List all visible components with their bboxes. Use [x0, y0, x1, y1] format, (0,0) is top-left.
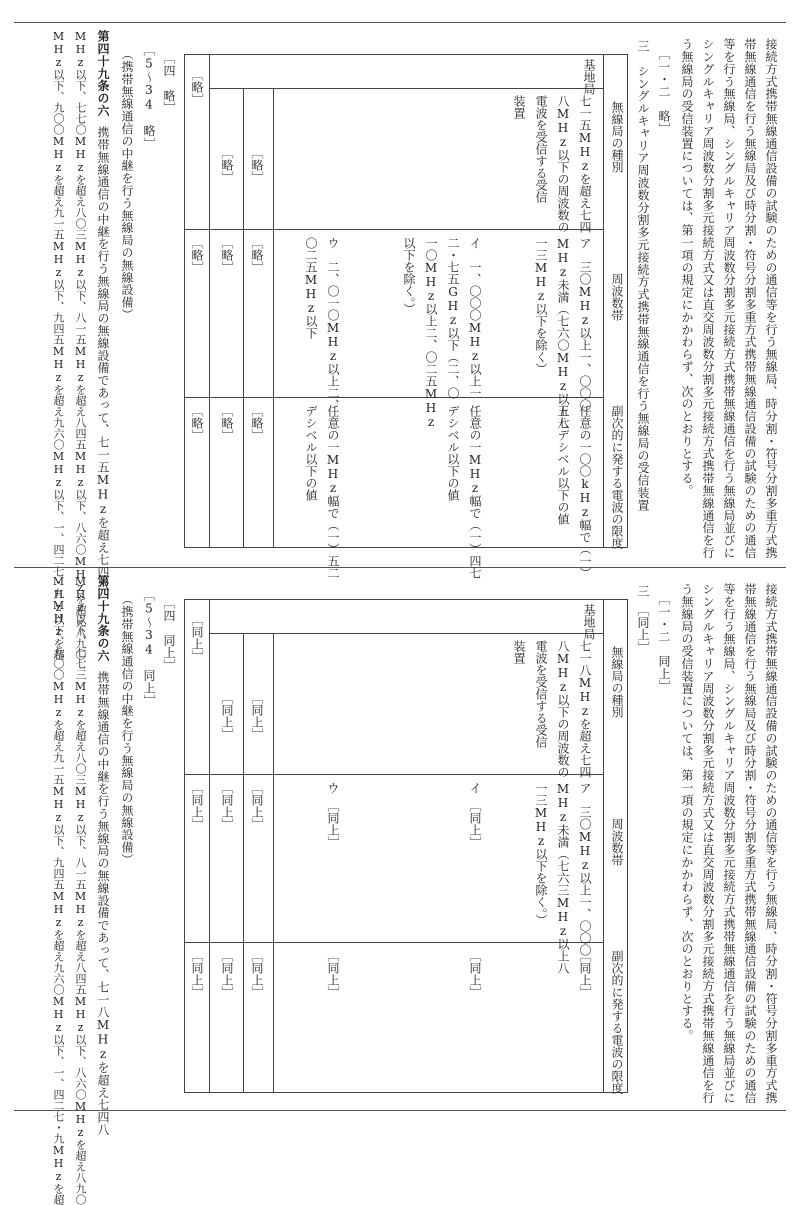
top-caption: （携帯無線通信の中継を行う無線局の無線設備） — [120, 48, 134, 321]
bottom-same-freq-2: ［同上］ — [220, 782, 234, 830]
top-omit-freq-1: ［略］ — [250, 237, 264, 273]
top-article-line-3: MHz以下、九〇〇MHzを超え九一五MHz以下、九四五MHzを超え九六〇MHz以下、一、四二七・九MHzを超 — [52, 30, 65, 660]
top-freq-i-3: 一〇MHz以上二、〇二五MHz — [424, 237, 438, 429]
top-omit-freq-3: ［略］ — [190, 237, 204, 273]
bottom-limit-u: ［同上］ — [326, 950, 340, 998]
top-rule — [14, 22, 786, 23]
top-para-line-5: う無線局の受信装置については、第一項の規定にかかわらず、次のとおりとする。 — [680, 38, 694, 497]
bottom-article-number: 第四十九条の六 — [96, 575, 110, 662]
bottom-rule — [14, 1110, 786, 1111]
bottom-para-line-5: う無線局の受信装置については、第一項の規定にかかわらず、次のとおりとする。 — [680, 583, 694, 1042]
top-table-header-sep — [209, 88, 603, 89]
bottom-table — [184, 599, 628, 1093]
top-station-desc-2: 八MHz以下の周波数の — [556, 95, 570, 233]
bottom-item-3: 三 ［同上］ — [636, 585, 650, 654]
bottom-limit-i: ［同上］ — [468, 950, 482, 998]
top-article-line-2: MHz以下、七七〇MHzを超え八〇三MHz以下、八一五MHzを超え八四五MHz以下、八六〇MHzを超え八九〇 — [74, 30, 87, 660]
bottom-para-line-2: 帯無線通信を行う無線局及び時分割・符号分割多重方式携帯無線通信設備の試験のための通信 — [743, 583, 757, 1104]
top-freq-u-1: ウ 二、〇一〇MHz以上二、 — [326, 237, 340, 411]
top-table-row-divider-2 — [185, 397, 603, 398]
top-ref-5-34: ［5～34 略］ — [142, 44, 156, 150]
top-limit-i-2: デシベル以下の値 — [446, 405, 460, 501]
bottom-ref-5-34: ［5～34 同上］ — [142, 589, 156, 707]
top-omit-row-2: ［略］ — [220, 147, 234, 183]
top-table-divider-4 — [273, 88, 274, 547]
bottom-article-line-2: MHz以下、七七三MHzを超え八〇三MHz以下、八一五MHzを超え八四五MHz以下、八六〇MHzを超え八九〇 — [74, 575, 87, 1205]
top-omit-limit-2: ［略］ — [220, 405, 234, 441]
bottom-table-divider-2 — [209, 600, 210, 1092]
top-article-line-1: 携帯無線通信の中継を行う無線局の無線設備であって、七一五MHzを超え七四八 — [96, 126, 110, 591]
top-header-freq: 周波数帯 — [610, 273, 624, 321]
bottom-same-freq-1: ［同上］ — [250, 782, 264, 830]
top-ref-1-2: ［一・二 略］ — [657, 48, 671, 135]
top-limit-u-1: 任意の一MHz幅で（一）五二 — [326, 405, 340, 579]
bottom-header-limit: 副次的に発する電波の限度 — [610, 950, 624, 1094]
top-item-3: 三 シングルキャリア周波数分割多元接続方式携帯無線通信を行う無線局の受信装置 — [636, 40, 650, 512]
bottom-header-station: 無線局の種別 — [610, 646, 624, 718]
bottom-para-line-3: 等を行う無線局、シングルキャリア周波数分割多元接続方式携帯無線通信を行う無線局並びに — [722, 583, 736, 1104]
top-item-4: ［四 略］ — [162, 52, 176, 114]
bottom-same-row-1: ［同上］ — [250, 692, 264, 740]
bottom-caption: （携帯無線通信の中継を行う無線局の無線設備） — [120, 593, 134, 866]
top-station-desc-3: 電波を受信する受信 — [534, 95, 548, 203]
bottom-panel — [14, 575, 786, 1205]
bottom-para-line-1: 接続方式携帯無線通信設備の試験のための通信等を行う無線局、時分割・符号分割多重方式携 — [764, 583, 778, 1104]
top-para-line-3: 等を行う無線局、シングルキャリア周波数分割多元接続方式携帯無線通信を行う無線局並びに — [722, 38, 736, 559]
bottom-freq-u: ウ ［同上］ — [326, 782, 340, 848]
top-freq-a-1: ア 三〇MHz以上一、〇〇〇 — [578, 237, 592, 411]
bottom-freq-i: イ ［同上］ — [468, 782, 482, 848]
bottom-article-line-3: MHz以下、九〇〇MHzを超え九一五MHz以下、九四五MHzを超え九六〇MHz以下、一、四二七・九MHzを超 — [52, 575, 65, 1205]
top-para-line-2: 帯無線通信を行う無線局及び時分割・符号分割多重方式携帯無線通信設備の試験のための通信 — [743, 38, 757, 559]
bottom-header-freq: 周波数帯 — [610, 818, 624, 866]
bottom-table-row-divider-1 — [185, 774, 603, 775]
bottom-station-desc-1: 七一八MHzを超え七四 — [578, 640, 592, 778]
top-freq-i-1: イ 一、〇〇〇MHz以上一 — [468, 237, 482, 399]
top-header-station: 無線局の種別 — [610, 101, 624, 173]
bottom-same-limit-1: ［同上］ — [250, 950, 264, 998]
bottom-item-4: ［四 同上］ — [162, 597, 176, 672]
bottom-table-divider-3 — [243, 633, 244, 1092]
top-station-name: 基地局 — [582, 59, 596, 95]
top-limit-u-2: デシベル以下の値 — [304, 405, 318, 501]
top-freq-a-2: MHz未満（七六〇MHz以上八 — [556, 237, 570, 429]
bottom-table-divider-1 — [603, 600, 604, 1092]
bottom-same-limit-2: ［同上］ — [220, 950, 234, 998]
top-para-line-1: 接続方式携帯無線通信設備の試験のための通信等を行う無線局、時分割・符号分割多重方式携 — [764, 38, 778, 559]
bottom-ref-1-2: ［一・二 同上］ — [657, 593, 671, 693]
top-para-line-4: シングルキャリア周波数分割多元接続方式又は直交周波数分割多元接続方式携帯無線通信を行 — [701, 38, 715, 559]
bottom-limit-a: ［同上］ — [578, 950, 592, 998]
bottom-same-row-2: ［同上］ — [220, 692, 234, 740]
top-limit-a-2: 五七デシベル以下の値 — [556, 405, 570, 525]
bottom-table-row-divider-2 — [185, 942, 603, 943]
top-article-number: 第四十九条の六 — [96, 30, 110, 117]
top-omit-row-3: ［略］ — [190, 69, 204, 105]
top-table-row-divider-1 — [185, 229, 603, 230]
bottom-station-desc-2: 八MHz以下の周波数の — [556, 640, 570, 778]
bottom-freq-a-2: MHz未満（七六三MHz以上八 — [556, 782, 570, 974]
top-limit-a-1: 任意の一〇〇kHz幅で（一） — [578, 405, 592, 579]
top-freq-i-2: 二・七五GHz以下（二、〇 — [446, 237, 460, 399]
bottom-freq-a-1: ア 三〇MHz以上一、〇〇〇 — [578, 782, 592, 956]
bottom-table-divider-4 — [273, 633, 274, 1092]
top-header-limit: 副次的に発する電波の限度 — [610, 405, 624, 549]
top-limit-i-1: 任意の一MHz幅で（一）四七 — [468, 405, 482, 579]
bottom-same-limit-3: ［同上］ — [190, 950, 204, 998]
bottom-freq-a-3: 一三MHz以下を除く。） — [534, 782, 548, 926]
top-omit-row-1: ［略］ — [250, 147, 264, 183]
top-table-divider-2 — [209, 55, 210, 547]
bottom-para-line-4: シングルキャリア周波数分割多元接続方式又は直交周波数分割多元接続方式携帯無線通信を行 — [701, 583, 715, 1104]
top-station-desc-4: 装置 — [512, 95, 526, 119]
middle-rule — [14, 567, 786, 568]
top-table-divider-1 — [603, 55, 604, 547]
bottom-station-desc-3: 電波を受信する受信 — [534, 640, 548, 748]
bottom-station-desc-4: 装置 — [512, 640, 526, 664]
bottom-same-freq-3: ［同上］ — [190, 782, 204, 830]
top-freq-a-3: 一三MHz以下を除く） — [534, 237, 548, 375]
top-freq-i-4: 以下を除く。） — [402, 237, 416, 315]
top-freq-u-2: 〇二五MHz以下 — [304, 237, 318, 339]
bottom-same-row-3: ［同上］ — [190, 614, 204, 662]
top-table-divider-3 — [243, 88, 244, 547]
bottom-table-header-sep — [209, 633, 603, 634]
top-omit-freq-2: ［略］ — [220, 237, 234, 273]
top-omit-limit-1: ［略］ — [250, 405, 264, 441]
top-station-desc-1: 七一五MHzを超え七四 — [578, 95, 592, 233]
bottom-article-line-1: 携帯無線通信の中継を行う無線局の無線設備であって、七一八MHzを超え七四八 — [96, 671, 110, 1136]
bottom-station-name: 基地局 — [582, 604, 596, 640]
top-table — [184, 54, 628, 579]
top-omit-limit-3: ［略］ — [190, 405, 204, 441]
